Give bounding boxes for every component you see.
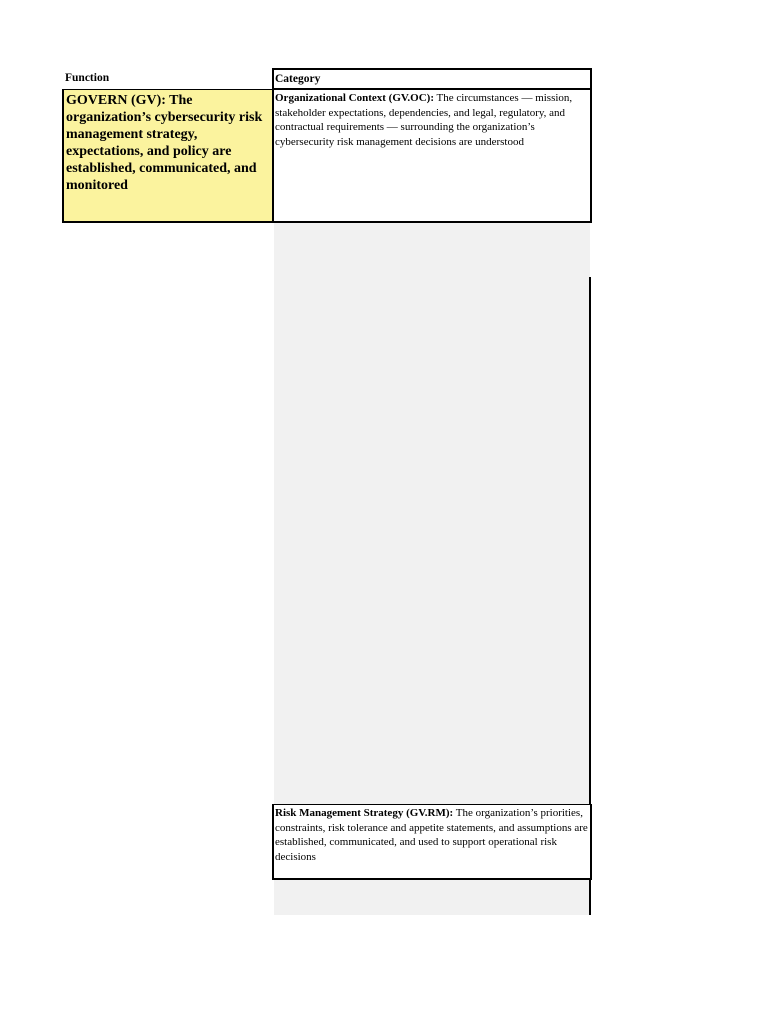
category-title: Risk Management Strategy (GV.RM):: [275, 807, 454, 819]
category-title: Organizational Context (GV.OC):: [275, 92, 434, 104]
table-border-line: [589, 879, 591, 915]
function-text: GOVERN (GV): The organization’s cybersecurity risk management strategy, expectations, and policy are established, communicated, and monitored: [66, 93, 263, 193]
category-description: The organization’s priorities, constraints, risk tolerance and appetite statements, and assumptions are established, communicated, and used to support operational risk decisions: [275, 807, 588, 863]
empty-subcategory-area: [274, 880, 590, 915]
category-text: [274, 805, 590, 864]
empty-subcategory-area: [274, 223, 590, 804]
category-header-label: Category: [275, 73, 321, 85]
category-column-header: [272, 68, 592, 89]
table-border-line: [589, 277, 591, 805]
category-cell-organizational-context: [272, 89, 592, 223]
category-description: The circumstances — mission, stakeholder expectations, dependencies, and legal, regulatory, and contractual requirements — surrounding the organization’s cybersecurity risk management decisions are understood: [275, 92, 573, 148]
category-cell-risk-management-strategy: [272, 804, 592, 880]
function-column-header: Function: [65, 72, 110, 84]
category-text: [274, 90, 590, 149]
function-cell-govern: [62, 89, 274, 223]
